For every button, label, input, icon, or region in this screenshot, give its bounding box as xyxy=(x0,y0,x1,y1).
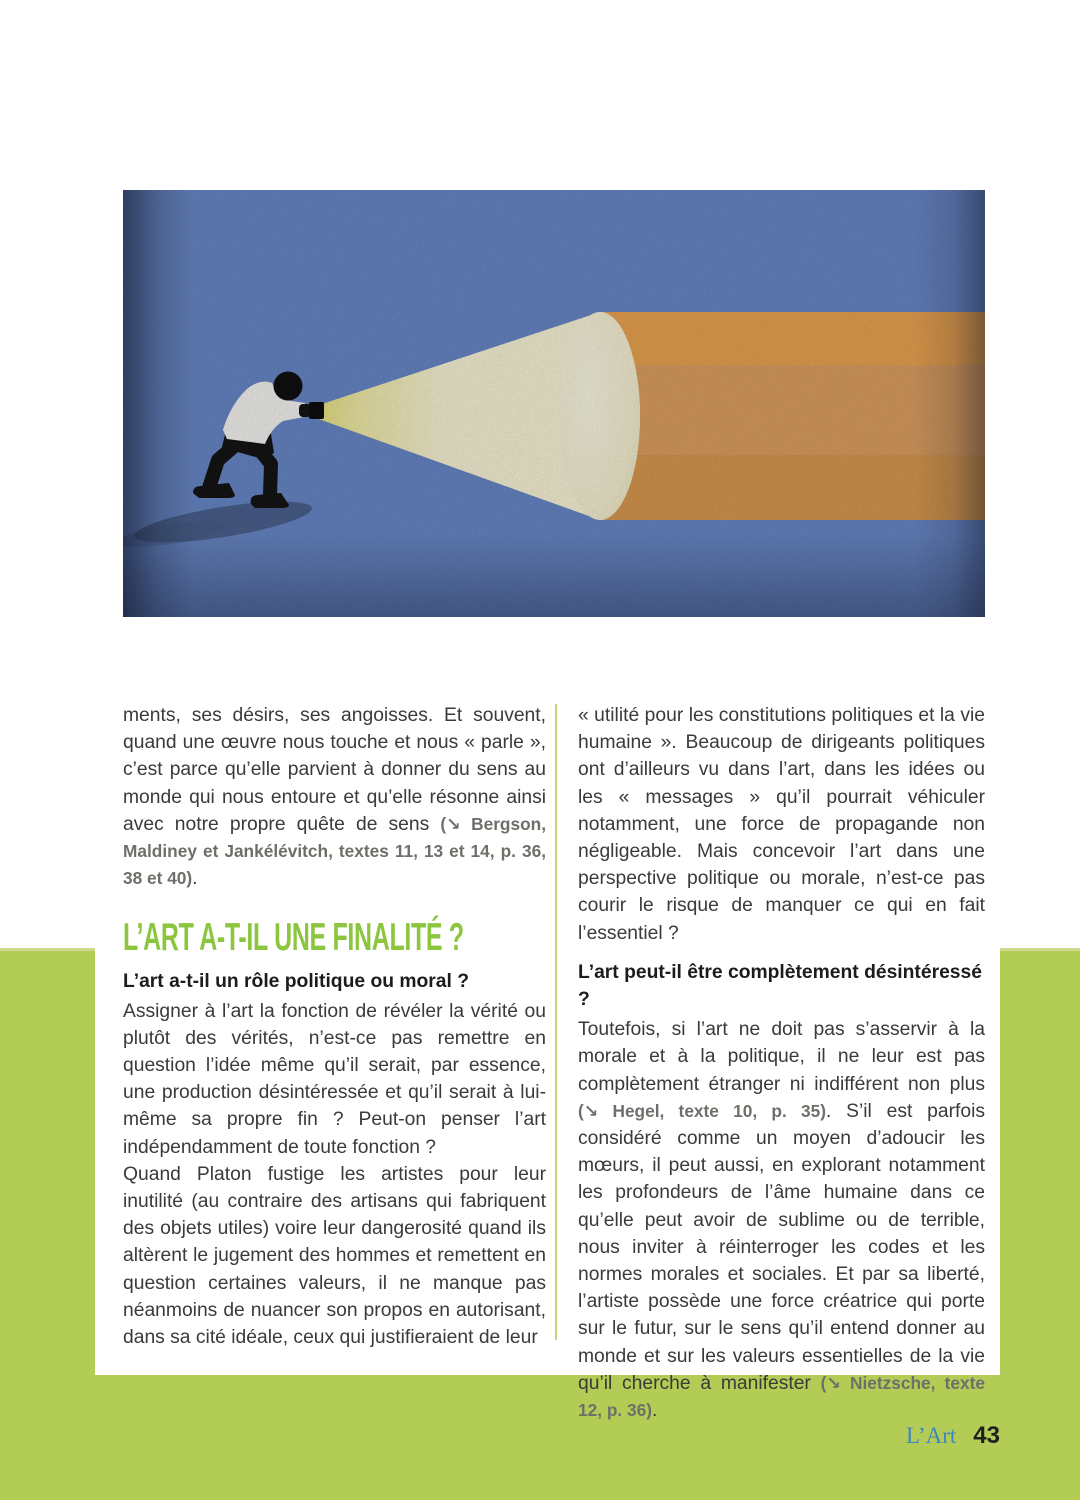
text-run: ments, ses désirs, ses angoisses. Et souvent, quand une œuvre nous touche et nous « parle », c’est parce qu’elle parvient à donner du sens au monde qui nous entoure et qu’elle résonne ainsi avec notre propre quête de sens xyxy=(123,705,546,835)
left-column xyxy=(123,702,546,1351)
illustration-svg xyxy=(123,190,985,617)
subhead-desinteresse: L’art peut-il être complètement désintéressé ? xyxy=(578,961,982,1011)
paragraph: Assigner à l’art la fonction de révéler la vérité ou plutôt des vérités, n’est-ce pas remettre en question l’idée même qu’il serait, par essence, une production désintéressée et qu’il serait à lui-même sa propre fin ? Peut-on penser l’art indépendamment de toute fonction ? xyxy=(123,1000,546,1158)
text-run: . S’il est parfois considéré comme un moyen d’adoucir les mœurs, il peut aussi, en explorant notamment les profondeurs de l’âme humaine dans ce qu’elle peut avoir de sublime ou de terrible, nous inviter à réinterroger les codes et les normes morales et sociales. Et par sa liberté, l’artiste possède une force créatrice qui porte sur le futur, sur le sens qu’il entend donner au monde et sur les valeurs essentielles de la vie qu’il cherche à manifester xyxy=(578,1100,985,1394)
grain-texture xyxy=(123,190,985,617)
section-title-text: L’ART A-T-IL UNE FINALITÉ ? xyxy=(123,916,464,960)
page-footer xyxy=(0,1422,1000,1450)
section-title xyxy=(123,918,546,958)
paragraph: « utilité pour les constitutions politiques et la vie humaine ». Beaucoup de dirigeants politiques ont d’ailleurs vu dans l’art, dans les idées ou les « messages » qu’il pourrait véhiculer notamment, une force de propagande non négligeable. Mais concevoir l’art dans une perspective politique ou morale, n’est-ce pas courir le risque de manquer ce qui en fait l’essentiel ? xyxy=(578,705,985,944)
text-reference: (↘ Bergson, Maldiney et Jankélévitch, textes 11, 13 et 14, p. 36, 38 et 40) xyxy=(123,813,547,889)
column-divider xyxy=(555,704,557,1340)
text-run: Toutefois, si l’art ne doit pas s’asservir à la morale et à la politique, il ne leur est pas complètement étranger ni indifférent non plus xyxy=(578,1019,985,1095)
text-reference: (↘ Hegel, texte 10, p. 35) xyxy=(578,1100,826,1121)
page-number: 43 xyxy=(973,1422,1000,1449)
paragraph: Quand Platon fustige les artistes pour leur inutilité (au contraire des artisans qui fabriquent des objets utiles) voire leur dangerosité quand ils altèrent le jugement des hommes et remettent en question certaines valeurs, il ne manque pas néanmoins de nuancer son propos en autorisant, dans sa cité idéale, ceux qui justifieraient de leur xyxy=(123,1163,546,1349)
paragraph-continuation xyxy=(123,702,546,892)
paragraph xyxy=(578,1016,985,1424)
right-column xyxy=(578,702,985,1424)
text-run: . xyxy=(651,1400,658,1422)
text-reference: (↘ Nietzsche, texte 12, p. 36) xyxy=(578,1372,985,1421)
text-run: . xyxy=(192,868,198,890)
chapter-label: L’Art xyxy=(906,1423,957,1448)
subhead-role-politique: L’art a-t-il un rôle politique ou moral ? xyxy=(123,971,469,993)
flashlight-pencil-illustration xyxy=(123,190,985,617)
